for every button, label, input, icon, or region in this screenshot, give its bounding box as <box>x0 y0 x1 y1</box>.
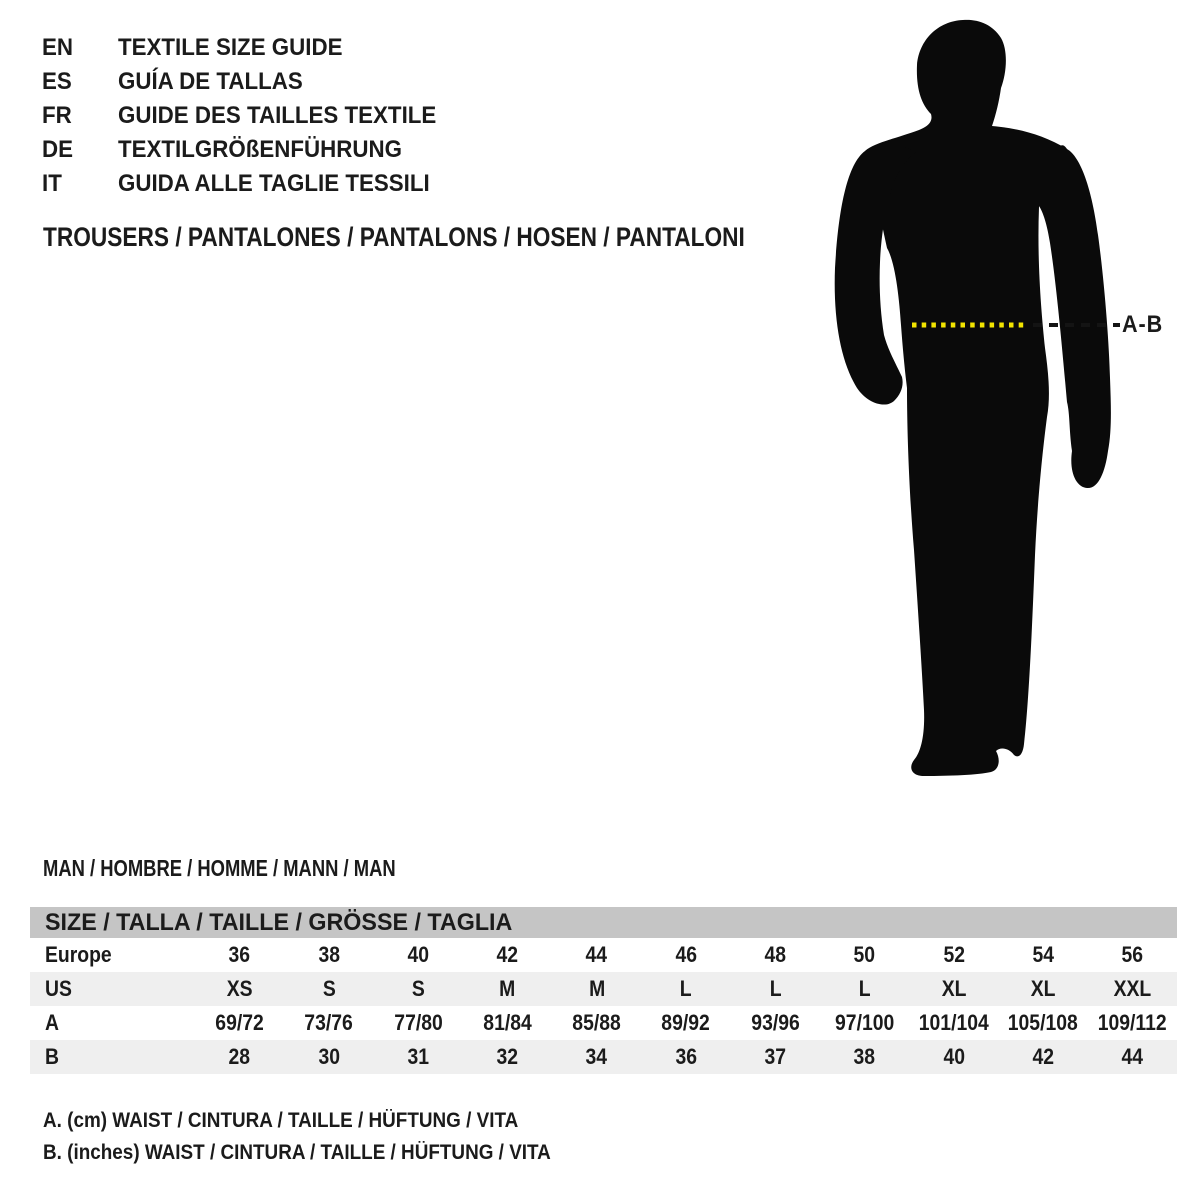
table-row-label: US <box>45 976 72 1001</box>
footnote-line <box>43 1105 607 1137</box>
footnotes <box>43 1105 607 1169</box>
size-value: 89/92 <box>661 1010 711 1035</box>
table-row <box>30 938 1177 972</box>
size-value: 73/76 <box>304 1010 354 1035</box>
size-value: 85/88 <box>572 1010 621 1035</box>
size-value-cell <box>909 1044 998 1070</box>
language-row <box>42 65 460 99</box>
table-row <box>30 1006 1177 1040</box>
size-value-cell <box>1088 1010 1177 1036</box>
size-value-cell <box>195 1010 284 1036</box>
language-code-cell <box>42 170 118 198</box>
size-value: XXL <box>1113 976 1152 1001</box>
size-value-cell <box>552 976 641 1002</box>
size-value: 56 <box>1121 942 1144 967</box>
size-value-cell <box>731 1044 820 1070</box>
size-value: 46 <box>675 942 697 967</box>
size-value-cell <box>998 1044 1087 1070</box>
size-value: 93/96 <box>750 1010 800 1035</box>
size-value: XL <box>1030 976 1056 1001</box>
size-value-cell <box>731 1010 820 1036</box>
footnote-text: A. (cm) WAIST / CINTURA / TAILLE / HÜFTUNG / VITA <box>43 1109 519 1132</box>
size-value-cell <box>820 942 909 968</box>
size-value: XL <box>941 976 967 1001</box>
size-table-header <box>30 907 1177 938</box>
man-silhouette-icon <box>820 10 1180 780</box>
size-value-cell <box>374 976 463 1002</box>
language-code: EN <box>42 34 74 61</box>
size-value-cell <box>820 1044 909 1070</box>
size-value: 69/72 <box>215 1010 264 1035</box>
footnote-line <box>43 1137 607 1169</box>
language-code: FR <box>42 102 72 129</box>
language-guide-title: GUIDA ALLE TAGLIE TESSILI <box>118 170 430 197</box>
language-title-cell <box>118 68 317 96</box>
size-value-cell <box>998 942 1087 968</box>
language-row <box>42 99 460 133</box>
size-value: 40 <box>942 1044 965 1069</box>
size-value-cell <box>463 1010 552 1036</box>
size-value-cell <box>195 976 284 1002</box>
size-value: 54 <box>1032 942 1054 967</box>
section-title <box>43 851 484 885</box>
size-value: 44 <box>1121 1044 1144 1069</box>
size-value: 105/108 <box>1008 1010 1079 1035</box>
size-value-cell <box>641 1010 730 1036</box>
table-row-label: A <box>45 1010 59 1035</box>
size-value-cell <box>909 1010 998 1036</box>
language-row <box>42 133 460 167</box>
size-table <box>30 907 1177 1074</box>
size-value-cell <box>552 1010 641 1036</box>
size-table-rows <box>30 938 1177 1074</box>
size-value: 38 <box>853 1044 876 1069</box>
size-value-cell <box>820 1010 909 1036</box>
size-value: M <box>499 976 516 1001</box>
language-guide-title: TEXTILGRÖßENFÜHRUNG <box>118 136 402 163</box>
garment-title <box>43 220 879 254</box>
size-value: 42 <box>496 942 519 967</box>
language-title-list <box>42 31 460 201</box>
size-value-cell <box>641 942 730 968</box>
footnote-text: B. (inches) WAIST / CINTURA / TAILLE / HÜFTUNG / VITA <box>43 1141 551 1164</box>
size-value-cell <box>463 1044 552 1070</box>
language-code-cell <box>42 68 118 96</box>
table-row-label-cell <box>30 942 195 968</box>
table-row-label-cell <box>30 1044 195 1070</box>
size-table-header-text: SIZE / TALLA / TAILLE / GRÖSSE / TAGLIA <box>45 908 513 936</box>
size-value: S <box>322 976 336 1001</box>
language-code: DE <box>42 136 74 163</box>
table-row <box>30 1040 1177 1074</box>
size-value: 101/104 <box>918 1010 989 1035</box>
size-value-cell <box>284 942 373 968</box>
size-value-cell <box>284 976 373 1002</box>
language-title-cell <box>118 34 359 62</box>
size-value-cell <box>552 942 641 968</box>
language-code-cell <box>42 102 118 130</box>
size-value: 44 <box>585 942 608 967</box>
measurement-label <box>1122 311 1168 339</box>
size-value: M <box>588 976 605 1001</box>
measurement-label-text: A-B <box>1122 311 1164 338</box>
language-guide-title: GUIDE DES TAILLES TEXTILE <box>118 102 437 129</box>
size-value-cell <box>820 976 909 1002</box>
language-title-cell <box>118 170 453 198</box>
size-value: 32 <box>496 1044 519 1069</box>
size-value: 81/84 <box>483 1010 532 1035</box>
size-value-cell <box>374 942 463 968</box>
language-row <box>42 31 460 65</box>
size-value: 38 <box>318 942 340 967</box>
size-value-cell <box>731 942 820 968</box>
size-value-cell <box>463 942 552 968</box>
table-row <box>30 972 1177 1006</box>
language-title-cell <box>118 102 460 130</box>
language-guide-title: GUÍA DE TALLAS <box>118 68 303 95</box>
size-value-cell <box>909 976 998 1002</box>
size-value: 97/100 <box>834 1010 895 1035</box>
size-value-cell <box>463 976 552 1002</box>
size-value-cell <box>284 1010 373 1036</box>
size-value: 42 <box>1032 1044 1054 1069</box>
size-value-cell <box>1088 942 1177 968</box>
man-silhouette-figure <box>820 10 1180 780</box>
size-value-cell <box>195 942 284 968</box>
size-value-cell <box>998 1010 1087 1036</box>
size-value: 31 <box>407 1044 429 1069</box>
size-value: XS <box>226 976 253 1001</box>
table-row-label: Europe <box>45 942 112 967</box>
language-title-cell <box>118 136 423 164</box>
size-value: 109/112 <box>1097 1010 1167 1035</box>
size-value-cell <box>1088 976 1177 1002</box>
size-value-cell <box>195 1044 284 1070</box>
language-row <box>42 167 460 201</box>
size-value-cell <box>641 976 730 1002</box>
size-value: 37 <box>764 1044 786 1069</box>
size-value: 34 <box>585 1044 608 1069</box>
size-value: 40 <box>407 942 429 967</box>
size-value: 52 <box>942 942 965 967</box>
size-value-cell <box>374 1010 463 1036</box>
size-value-cell <box>552 1044 641 1070</box>
size-value: L <box>858 976 871 1001</box>
language-code: ES <box>42 68 72 95</box>
size-value: 77/80 <box>393 1010 443 1035</box>
language-code-cell <box>42 136 118 164</box>
size-value-cell <box>1088 1044 1177 1070</box>
language-guide-title: TEXTILE SIZE GUIDE <box>118 34 343 61</box>
size-value-cell <box>374 1044 463 1070</box>
table-row-label: B <box>45 1044 59 1069</box>
table-row-label-cell <box>30 1010 195 1036</box>
size-value-cell <box>641 1044 730 1070</box>
garment-title-text: TROUSERS / PANTALONES / PANTALONS / HOSEN / PANTALONI <box>43 221 745 252</box>
language-code-cell <box>42 34 118 62</box>
size-value-cell <box>284 1044 373 1070</box>
size-value: 36 <box>228 942 251 967</box>
size-value-cell <box>998 976 1087 1002</box>
size-value: S <box>411 976 425 1001</box>
size-value: 28 <box>228 1044 251 1069</box>
section-title-text: MAN / HOMBRE / HOMME / MANN / MAN <box>43 854 396 881</box>
size-value: 30 <box>318 1044 340 1069</box>
language-code: IT <box>42 170 62 197</box>
silhouette-right-arm-path <box>1038 145 1111 488</box>
size-value-cell <box>731 976 820 1002</box>
size-value-cell <box>909 942 998 968</box>
size-value: 36 <box>675 1044 697 1069</box>
size-value: 50 <box>853 942 876 967</box>
table-row-label-cell <box>30 976 195 1002</box>
size-value: 48 <box>764 942 786 967</box>
size-value: L <box>769 976 782 1001</box>
size-value: L <box>680 976 692 1001</box>
